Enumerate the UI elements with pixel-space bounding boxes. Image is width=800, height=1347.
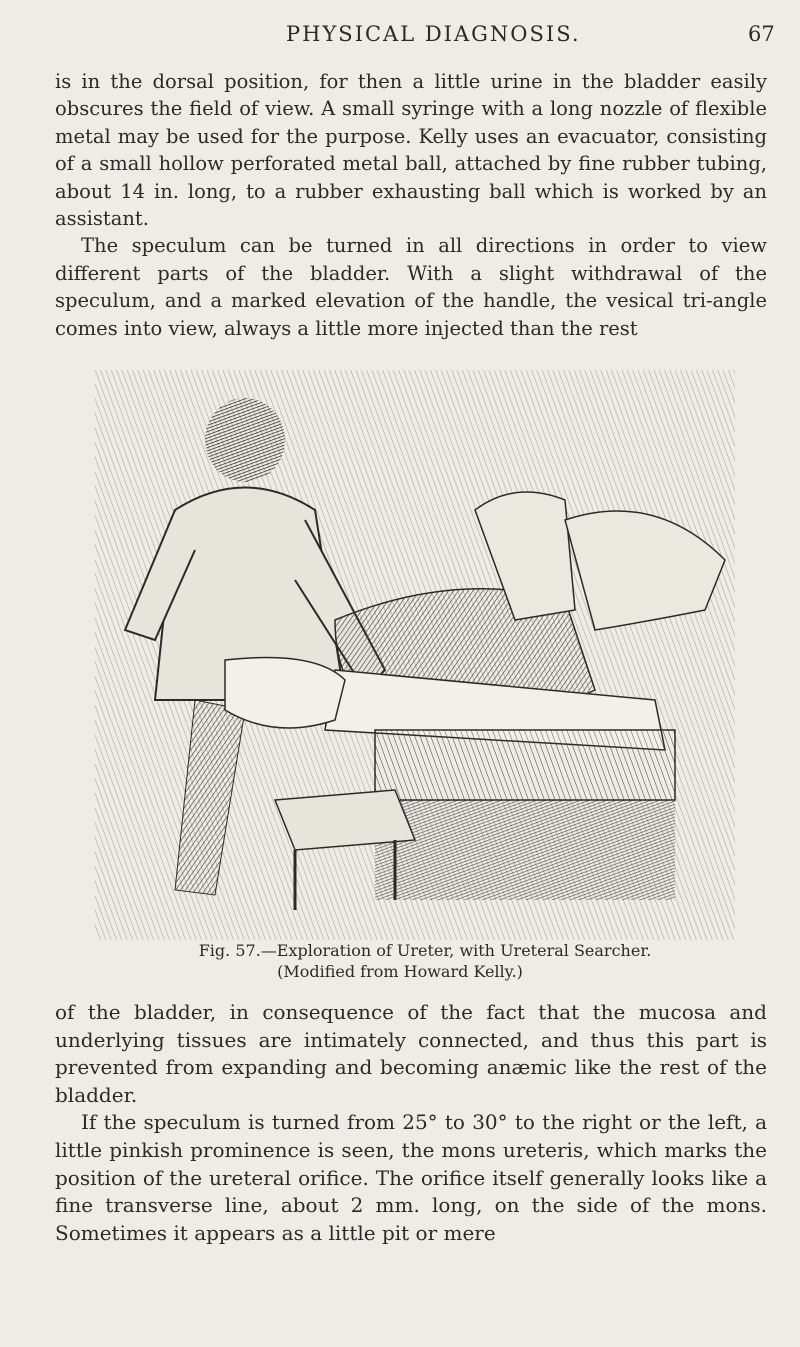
page-header: [0, 22, 800, 62]
paragraph: is in the dorsal position, for then a little urine in the bladder easily obscures the field of view. A small syringe with a long nozzle of flexible metal may be used for the purpose. Kelly uses an evacuator, consisting of a small hollow perforated metal ball, attached by fine rubber tubing, about 14 in. long, to a rubber exhausting ball which is worked by an assistant.: [55, 70, 767, 231]
paragraph: The speculum can be turned in all directions in order to view different parts of the bladder. With a slight withdrawal of the speculum, and a marked elevation of the handle, the vesical tri-angle comes into view, always a little more injected than the rest: [55, 234, 767, 340]
engraving-illustration: [95, 370, 735, 940]
body-text-bottom: [55, 999, 767, 1247]
figure-caption: [0, 940, 800, 982]
caption-title: Fig. 57.—Exploration of Ureter, with Ureteral Searcher.: [198, 941, 652, 960]
page-number: 67: [748, 22, 775, 46]
figure-illustration: [95, 370, 735, 940]
caption-source: (Modified from Howard Kelly.): [277, 962, 523, 981]
running-title: PHYSICAL DIAGNOSIS.: [286, 22, 581, 46]
paragraph: If the speculum is turned from 25° to 30° to the right or the left, a little pinkish prominence is seen, the mons ureteris, which marks the position of the ureteral orifice. The orifice itself generally looks like a fine transverse line, about 2 mm. long, on the side of the mons. Sometimes it appears as a little pit or mere: [55, 1110, 767, 1245]
body-text-top: [55, 68, 767, 342]
paragraph: of the bladder, in consequence of the fact that the mucosa and underlying tissues are intimately connected, and thus this part is prevented from expanding and becoming anæmic like the rest of the bladder.: [55, 1000, 767, 1107]
